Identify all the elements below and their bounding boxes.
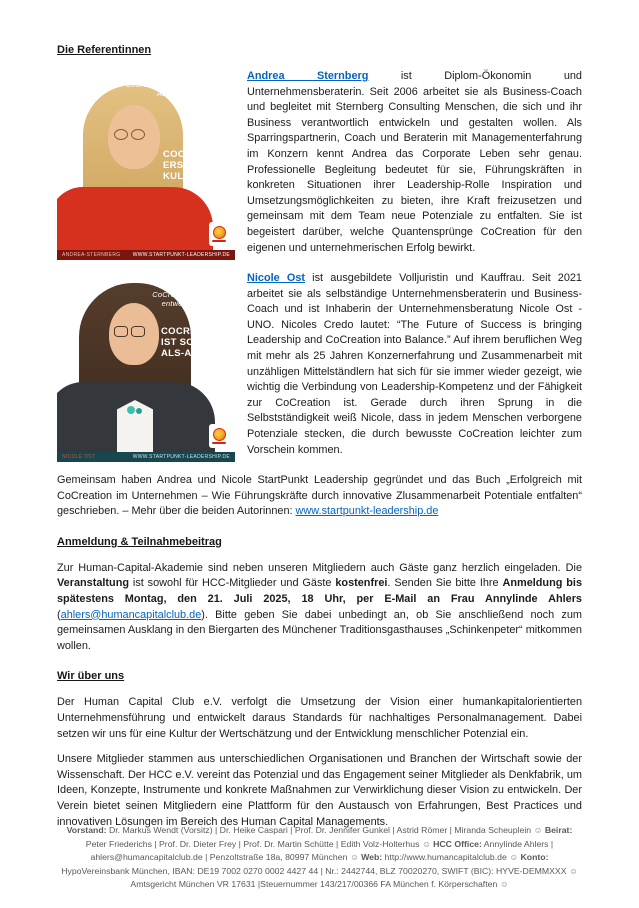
anmeldung-seg: ( (57, 608, 61, 621)
footer-konto-text: HypoVereinsbank München, IBAN: DE19 7002 0270 0002 4427 44 | Nr.: 2442744, BLZ 70020270, SWIFT (BIC): HYVE-DEMMXXX (61, 865, 569, 876)
footer-office-text: Annylinde Ahlers | ahlers@humancapitalclub.de | Penzoltstraße 18a, 80997 München (90, 838, 554, 863)
anmeldung-seg: ). Bitte geben Sie dabei unbedingt an, ob Sie anschließend noch zum gemeinsamen Ausklang in den Biergarten des Münchener Traditionsgasthauses „Schinkenpeter“ mitkommen wollen. (57, 608, 582, 652)
portrait-glasses (114, 324, 154, 336)
portrait-jacket (57, 187, 213, 251)
anmeldung-seg-bold: Anmeldung bis spätestens Montag, den 21. Juli 2025, 18 Uhr, per E-Mail an Frau Annylinde Ahlers (57, 577, 583, 605)
startpunkt-logo-icon (209, 222, 229, 246)
joint-book-paragraph (57, 473, 582, 520)
photo-caption-strip (57, 250, 235, 260)
photo-website-caption: WWW.STARTPUNKT-LEADERSHIP.DE (132, 454, 230, 460)
link-email-ahlers[interactable]: ahlers@humancapitalclub.de (60, 608, 202, 621)
startpunkt-logo-icon (209, 424, 229, 448)
link-startpunkt-leadership[interactable]: www.startpunkt-leadership.de (295, 505, 439, 518)
smiley-separator-icon: ☺ (533, 825, 543, 836)
section-heading-referentinnen: Die Referentinnen (57, 44, 152, 56)
smiley-separator-icon: ☺ (509, 852, 519, 863)
logo-wordmark (212, 442, 226, 444)
logo-wordmark (212, 240, 226, 242)
photo-tagline: CoCreation ist nicht entweder-oder (152, 290, 222, 308)
speaker-bio-andrea (247, 69, 582, 260)
speaker-block-andrea (57, 69, 582, 260)
speaker-block-nicole (57, 271, 582, 462)
photo-name-caption: ANDREA-STERNBERG (62, 252, 121, 258)
anmeldung-paragraph (57, 561, 582, 655)
footer-web-label: Web: (361, 852, 383, 863)
smiley-separator-icon: ☺ (568, 865, 578, 876)
photo-slogan: COCREATION IST SOWOHL-ALS-AUCH (161, 326, 228, 359)
footer-konto-label: Konto: (520, 852, 549, 863)
bio-text: ist ausgebildete Volljuristin und Kauffrau. Seit 2021 arbeitet sie als selbständige Unternehmensberaterin und Business-Coach und ist Inhaberin der Unternehmensberatung Nicole Ost - UNO. Nicoles Credo lautet: “The Future of Success is bringing Leadership and CoCreation into Balance.” Auf ihrem beruflichen Weg mit mehr als 25 Jahren Konzernerfahrung und Zusammenarbeit mit unzähligen Mittelständlern hat sich für sie immer wieder gezeigt, wie wichtig die Verbindung von Leadership-Kompetenz und der Fähigkeit zur CoCreation ist. Gerade durch ihren Sprung in die Selbstständigkeit weiß Nicole, dass in jedem Menschen verborgene Potenziale stecken, die durch bewusste CoCreation leichter zum Vorschein kommen. (247, 272, 582, 456)
speaker-photo-andrea (57, 69, 235, 260)
bio-text: ist Diplom-Ökonomin und Unternehmensberaterin. Seit 2006 arbeitet sie als Business-Coach und begleitet mit Sternberg Consulting Menschen, die sich und ihr Business verantwortlich entwickeln und gestalten wollen. Als Sparringspartnerin, Coach und Beraterin mit Managementerfahrung im Konzern kennt Andrea das Corporate Leben sehr genau. Professionelle Begleitung bedeutet für sie, Führungskräften in konkreten Situationen ihrer Leadership-Rolle Inspiration und Umsetzungsmöglichkeiten zu bieten, ihre Kraft freizusetzen und gemeinsam mit dem Team neue Potenziale zu entfalten. Sie ist begeistert darüber, welche Quantensprünge CoCreation für den eigenen und unternehmerischen Erfolg bewirkt. (247, 70, 582, 254)
link-nicole-ost[interactable]: Nicole Ost (247, 272, 305, 284)
about-paragraph-2: Unsere Mitglieder stammen aus unterschiedlichen Organisationen und Branchen der Wirtschaft sowie der Wissenschaft. Der HCC e.V. vereint das Potenzial und das Engagement seiner Mitglieder als Denkfabrik, um Ideen, Konzepte, Instrumente und konkrete Maßnahmen zur Verwirklichung dieser Vision zu entwickeln. Der Verein bietet seinen Mitgliedern eine Plattform für den Austausch von Erfahrungen, Best Practices und innovativen Lösungen im Bereich des Human Capital Managements. (57, 753, 582, 828)
photo-name-caption: NICOLE OST (62, 454, 96, 460)
anmeldung-seg-bold: kostenfrei (335, 577, 388, 590)
sun-logo-icon (213, 226, 226, 239)
footer-vorstand-text: Dr. Markus Wendt (Vorsitz) | Dr. Heike Caspari | Prof. Dr. Jennifer Gunkel | Astrid Römer | Miranda Scheuplein (106, 825, 534, 836)
anmeldung-seg: . Senden Sie bitte Ihre (387, 577, 503, 590)
photo-slogan: COCREATION ERSCHAFFT KULTUR. (163, 149, 230, 182)
about-paragraph-1: Der Human Capital Club e.V. verfolgt die Umsetzung der Vision einer humankapitalorientierten Unternehmensführung und entwickelt daraus Standards für nachhaltiges Personalmanagement. Dabei setzen wir uns für eine Kultur der Wertschätzung und der Entwicklung menschlicher Potenzial ein. (57, 696, 582, 740)
photo-caption-strip (57, 452, 235, 462)
smiley-separator-icon: ☺ (349, 852, 359, 863)
footer-beirat-text: Peter Friederichs | Prof. Dr. Dieter Frey | Prof. Dr. Martin Schütte | Edith Volz-Holterhus (85, 838, 422, 849)
section-heading-anmeldung: Anmeldung & Teilnahmebeitrag (57, 535, 222, 548)
speaker-photo-nicole (57, 271, 235, 462)
smiley-separator-icon: ☺ (499, 879, 509, 890)
page-footer (57, 824, 582, 892)
photo-website-caption: WWW.STARTPUNKT-LEADERSHIP.DE (132, 252, 230, 258)
speaker-bio-nicole (247, 271, 582, 462)
anmeldung-seg: Zur Human-Capital-Akademie sind neben unseren Mitgliedern auch Gäste ganz herzlich eingeladen. Die (57, 561, 582, 574)
anmeldung-seg-bold: Veranstaltung (57, 577, 130, 590)
link-andrea-sternberg[interactable]: Andrea Sternberg (247, 70, 369, 82)
smiley-separator-icon: ☺ (421, 838, 431, 849)
footer-web-text: http://www.humancapitalclub.de (382, 852, 510, 863)
sun-logo-icon (213, 428, 226, 441)
footer-register-text: Amtsgericht München VR 17631 |Steuernummer 143/217/00366 FA München f. Körperschaften (130, 879, 500, 890)
portrait-necklace (127, 401, 143, 410)
section-heading-wir-ueber-uns: Wir über uns (57, 670, 125, 683)
footer-office-label: HCC Office: (433, 838, 482, 849)
photo-tagline: CoCreation verbindet Inneres & Äußeres und (125, 82, 231, 98)
footer-beirat-label: Beirat: (544, 825, 573, 836)
anmeldung-seg: ist sowohl für HCC-Mitglieder und Gäste (129, 577, 336, 590)
joint-text: Gemeinsam haben Andrea und Nicole StartPunkt Leadership gegründet und das Buch „Erfolgreich mit CoCreation im Unternehmen – Wie Führungskräfte durch innovative Zlusammenarbeit Potentiale entfalten“ geschrieben. – Mehr über die beiden Autorinnen: (57, 474, 582, 518)
footer-vorstand-label: Vorstand: (66, 825, 107, 836)
portrait-glasses (114, 127, 154, 139)
